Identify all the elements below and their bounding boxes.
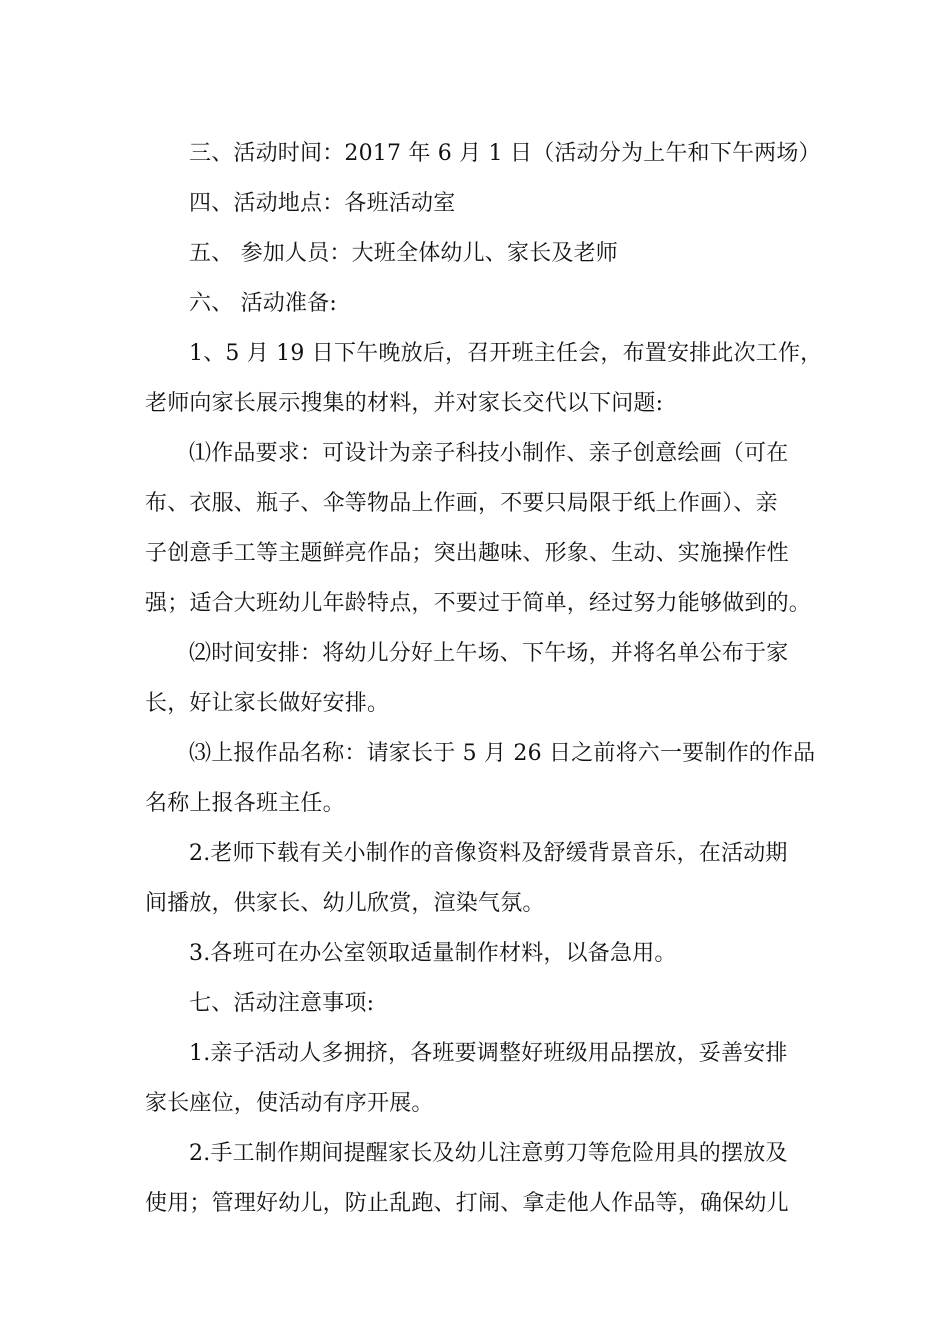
section-6-preparation-heading: 六、 活动准备: — [189, 291, 338, 316]
document-body — [145, 132, 823, 1232]
paragraph-line: 使用；管理好幼儿，防止乱跑、打闹、拿走他人作品等，确保幼儿 — [145, 1191, 789, 1216]
paragraph-line: 长，好让家长做好安排。 — [145, 691, 390, 716]
paragraph-line: 1.亲子活动人多拥挤，各班要调整好班级用品摆放，妥善安排 — [189, 1041, 788, 1066]
paragraph-line: 2.老师下载有关小制作的音像资料及舒缓背景音乐，在活动期 — [189, 841, 788, 866]
section-7-notes-heading: 七、活动注意事项: — [189, 991, 375, 1016]
paragraph-line: 子创意手工等主题鲜亮作品；突出趣味、形象、生动、实施操作性 — [145, 541, 789, 566]
paragraph-line: ⑶上报作品名称：请家长于 5 月 26 日之前将六一要制作的作品 — [189, 741, 816, 766]
section-3-activity-time: 三、活动时间：2017 年 6 月 1 日（活动分为上午和下午两场） — [189, 141, 821, 166]
paragraph-line: 布、衣服、瓶子、伞等物品上作画，不要只局限于纸上作画）、亲 — [145, 491, 778, 516]
paragraph-line: 强；适合大班幼儿年龄特点，不要过于简单，经过努力能够做到的。 — [145, 591, 812, 616]
paragraph-line: 1、5 月 19 日下午晚放后，召开班主任会，布置安排此次工作， — [189, 341, 823, 366]
paragraph-line: ⑵时间安排：将幼儿分好上午场、下午场，并将名单公布于家 — [189, 641, 789, 666]
paragraph-line: ⑴作品要求：可设计为亲子科技小制作、亲子创意绘画（可在 — [189, 441, 789, 466]
paragraph-line: 3.各班可在办公室领取适量制作材料，以备急用。 — [189, 941, 677, 966]
paragraph-line: 家长座位，使活动有序开展。 — [145, 1091, 434, 1116]
paragraph-line: 2.手工制作期间提醒家长及幼儿注意剪刀等危险用具的摆放及 — [189, 1141, 788, 1166]
paragraph-line: 间播放，供家长、幼儿欣赏，渲染气氛。 — [145, 891, 545, 916]
section-5-participants: 五、 参加人员：大班全体幼儿、家长及老师 — [189, 241, 618, 266]
section-4-activity-location: 四、活动地点：各班活动室 — [189, 191, 456, 216]
paragraph-line: 老师向家长展示搜集的材料，并对家长交代以下问题: — [145, 391, 664, 416]
paragraph-line: 名称上报各班主任。 — [145, 791, 345, 816]
